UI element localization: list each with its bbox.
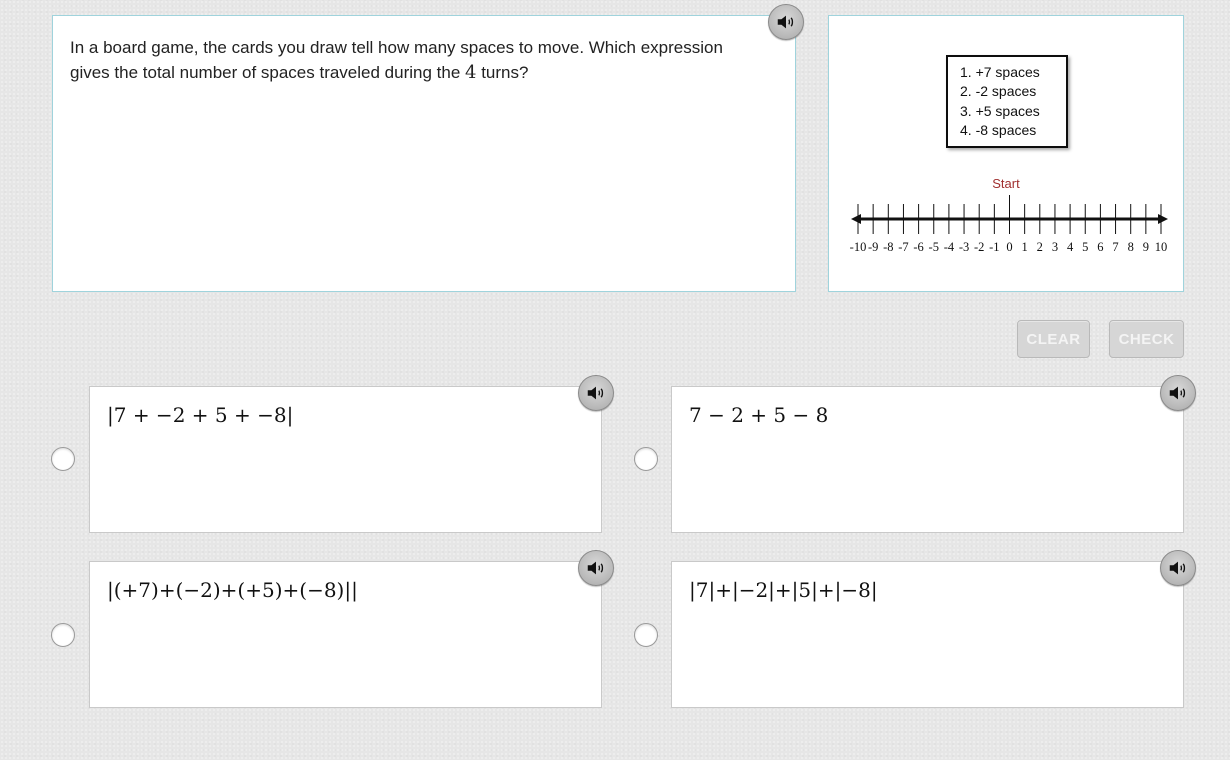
- number-line-tick-label: 2: [1036, 240, 1043, 254]
- option-c[interactable]: [89, 561, 602, 708]
- number-line-tick-label: -1: [989, 240, 1000, 254]
- number-line-tick-label: 0: [1006, 240, 1013, 254]
- option-d-radio[interactable]: [634, 623, 658, 647]
- card-4: 4. -8 spaces: [960, 122, 1037, 138]
- number-line: [850, 195, 1168, 254]
- number-line-tick-label: -6: [913, 240, 924, 254]
- card-3: 3. +5 spaces: [960, 103, 1040, 119]
- number-line-tick-label: -10: [849, 240, 867, 254]
- option-d-audio-button[interactable]: [1160, 550, 1196, 586]
- number-line-tick-label: 5: [1082, 240, 1089, 254]
- question-text-end: turns?: [476, 63, 529, 82]
- option-c-audio-button[interactable]: [578, 550, 614, 586]
- speaker-icon: [1167, 557, 1189, 579]
- option-a-radio[interactable]: [51, 447, 75, 471]
- number-line-tick-label: 7: [1112, 240, 1119, 254]
- option-d-expression: |7|+|−2|+|5|+|−8|: [689, 578, 878, 602]
- number-line-tick-label: -7: [898, 240, 909, 254]
- number-line-tick-label: -2: [973, 240, 985, 254]
- question-text: [70, 35, 750, 85]
- option-c-expression: |(+7)+(−2)+(+5)+(−8)||: [107, 578, 358, 602]
- right-arrow-icon: [1158, 214, 1168, 224]
- number-line-tick-label: 4: [1066, 240, 1074, 254]
- number-line-tick-label: -9: [867, 240, 879, 254]
- speaker-icon: [585, 557, 607, 579]
- question-panel: [52, 15, 796, 292]
- card-1: 1. +7 spaces: [960, 64, 1040, 80]
- card-2: 2. -2 spaces: [960, 83, 1037, 99]
- option-d[interactable]: [671, 561, 1184, 708]
- figure-image: [829, 16, 1183, 291]
- start-label: Start: [992, 176, 1020, 191]
- option-a[interactable]: [89, 386, 602, 533]
- number-line-tick-label: 3: [1051, 240, 1059, 254]
- option-a-expression: |7 + −2 + 5 + −8|: [107, 403, 294, 427]
- speaker-icon: [775, 11, 797, 33]
- check-button[interactable]: CHECK: [1109, 320, 1184, 358]
- number-line-tick-label: 8: [1127, 240, 1134, 254]
- option-b-expression: 7 − 2 + 5 − 8: [689, 403, 829, 427]
- number-line-tick-label: 6: [1097, 240, 1104, 254]
- clear-button[interactable]: CLEAR: [1017, 320, 1090, 358]
- left-arrow-icon: [851, 214, 861, 224]
- number-line-tick-label: -3: [958, 240, 970, 254]
- question-audio-button[interactable]: [768, 4, 804, 40]
- question-text-start: In a board game, the cards you draw tell how many spaces to move. Which expression gives the total number of spaces traveled during the: [70, 38, 723, 82]
- option-b-audio-button[interactable]: [1160, 375, 1196, 411]
- speaker-icon: [585, 382, 607, 404]
- question-turn-count: 4: [465, 62, 477, 83]
- number-line-tick-label: 9: [1142, 240, 1149, 254]
- number-line-tick-label: 10: [1154, 240, 1168, 254]
- figure-panel: [828, 15, 1184, 292]
- number-line-tick-label: 1: [1021, 240, 1028, 254]
- option-a-audio-button[interactable]: [578, 375, 614, 411]
- number-line-tick-label: -8: [883, 240, 894, 254]
- number-line-tick-label: -4: [943, 240, 955, 254]
- option-b-radio[interactable]: [634, 447, 658, 471]
- option-b[interactable]: [671, 386, 1184, 533]
- number-line-tick-label: -5: [928, 240, 939, 254]
- speaker-icon: [1167, 382, 1189, 404]
- option-c-radio[interactable]: [51, 623, 75, 647]
